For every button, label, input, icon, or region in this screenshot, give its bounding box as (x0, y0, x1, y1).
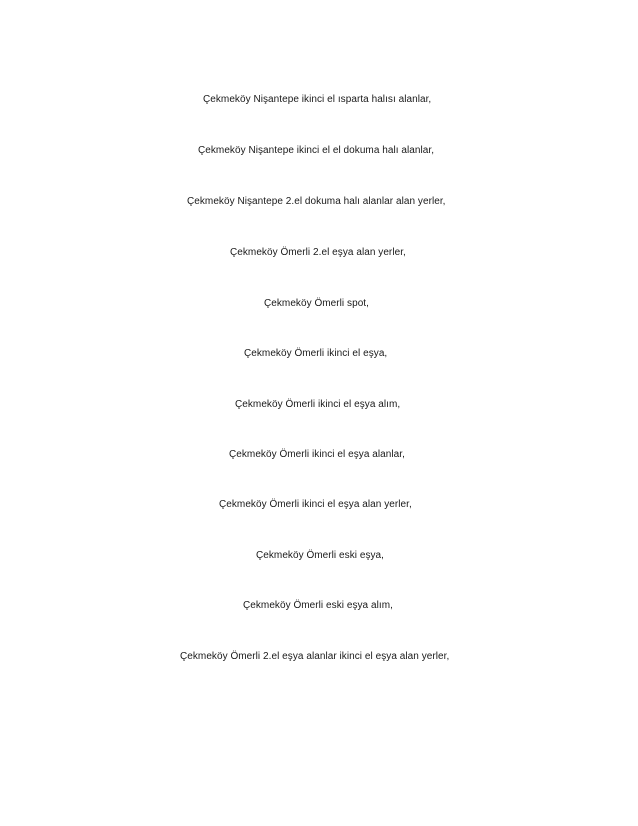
text-line: Çekmeköy Nişantepe 2.el dokuma halı alanlar alan yerler, (187, 196, 446, 207)
text-line: Çekmeköy Ömerli ikinci el eşya alım, (235, 399, 401, 410)
text-line: Çekmeköy Ömerli eski eşya alım, (243, 600, 393, 611)
text-line: Çekmeköy Nişantepe ikinci el ısparta halısı alanlar, (203, 94, 432, 105)
text-line: Çekmeköy Ömerli ikinci el eşya, (244, 348, 388, 359)
text-line: Çekmeköy Ömerli 2.el eşya alan yerler, (230, 247, 406, 258)
text-line: Çekmeköy Ömerli ikinci el eşya alanlar, (229, 449, 405, 460)
text-line: Çekmeköy Ömerli 2.el eşya alanlar ikinci el eşya alan yerler, (180, 651, 450, 662)
text-line: Çekmeköy Ömerli eski eşya, (256, 550, 384, 561)
text-line: Çekmeköy Ömerli ikinci el eşya alan yerler, (219, 499, 412, 510)
text-line: Çekmeköy Nişantepe ikinci el el dokuma halı alanlar, (198, 145, 435, 156)
text-line: Çekmeköy Ömerli spot, (264, 298, 369, 309)
